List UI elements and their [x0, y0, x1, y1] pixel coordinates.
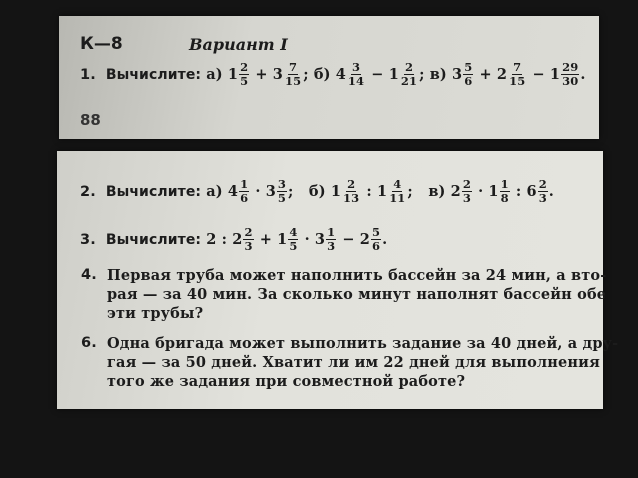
text-line: Первая труба может наполнить бассейн за 24 мин, а вто- [107, 267, 607, 284]
fraction: $\frac{2}{5}$ [240, 60, 249, 88]
task-number: 3. [80, 231, 96, 248]
fraction: $\frac{7}{15}$ [509, 60, 526, 88]
item-label: а) [206, 183, 223, 200]
fraction: $\frac{4}{11}$ [389, 177, 406, 205]
item-label: в) [429, 66, 447, 83]
whole-part: 2 [450, 183, 461, 200]
text-line: Одна бригада может выполнить задание за 40 дней, а дру- [107, 335, 619, 352]
item-label: б) [308, 183, 326, 200]
item-label: а) [206, 66, 223, 83]
task-6 [81, 334, 619, 391]
operator: + [479, 66, 492, 83]
whole-part: 4 [335, 66, 346, 83]
variant-title: Вариант I [189, 35, 288, 54]
text-line: гая — за 50 дней. Хватит ли им 22 дней для выполнения [107, 354, 600, 371]
fraction: $\frac{1}{3}$ [327, 225, 336, 253]
fraction: $\frac{3}{5}$ [277, 177, 287, 205]
item-label: б) [313, 66, 331, 83]
item-label: в) [428, 183, 446, 200]
whole-part: 6 [526, 183, 537, 200]
operator: − [342, 231, 355, 248]
fraction: $\frac{2}{3}$ [244, 225, 253, 253]
fraction: $\frac{29}{30}$ [562, 60, 579, 88]
fraction: $\frac{2}{13}$ [343, 177, 360, 205]
fraction: $\frac{1}{8}$ [500, 177, 509, 205]
operator: − [532, 66, 545, 83]
text-line: эти трубы? [107, 305, 204, 322]
operator: : [515, 183, 522, 200]
whole-part: 1 [277, 231, 288, 248]
fraction: $\frac{2}{21}$ [400, 60, 418, 88]
fraction: $\frac{2}{3}$ [462, 177, 471, 205]
expression-start: 2 : 2 [206, 231, 243, 248]
whole-part: 1 [549, 66, 561, 83]
whole-part: 3 [265, 183, 276, 200]
task-4 [81, 266, 607, 323]
work-code: К—8 [80, 34, 123, 54]
fraction: $\frac{5}{6}$ [371, 225, 381, 253]
fraction: $\frac{5}{6}$ [464, 60, 473, 88]
fraction: $\frac{2}{3}$ [538, 177, 547, 205]
whole-part: 4 [227, 183, 239, 200]
whole-part: 1 [488, 183, 499, 200]
fraction: $\frac{7}{15}$ [285, 60, 302, 88]
whole-part: 3 [314, 231, 326, 248]
whole-part: 2 [496, 66, 508, 83]
whole-part: 1 [377, 183, 388, 200]
task-3: 3. Вычислите: 2 : 2 $\frac{2}{3}$ + 1 $\frac{4}{5}$ · 3 $\frac{1}{3}$ − 2 $\frac{5}{6}$ . [80, 225, 388, 253]
operator: + [259, 231, 272, 248]
whole-part: 1 [227, 66, 239, 83]
task-number: 6. [81, 335, 97, 351]
text-line: рая — за 40 мин. За сколько минут наполнят бассейн обе [107, 286, 607, 303]
fraction: $\frac{4}{5}$ [289, 225, 298, 253]
whole-part: 2 [359, 231, 370, 248]
fraction: $\frac{3}{14}$ [347, 60, 365, 88]
operator: · [478, 183, 484, 200]
whole-part: 3 [272, 66, 283, 83]
task-prompt: Вычислите: [105, 231, 202, 248]
fraction: $\frac{1}{6}$ [240, 177, 249, 205]
task-number: 2. [80, 183, 96, 200]
page-mark: 88 [80, 111, 101, 129]
task-2: 2. Вычислите: а) 4 $\frac{1}{6}$ · 3 $\frac{3}{5}$ ; б) 1 $\frac{2}{13}$ : 1 $\frac{4}{11}$ ; в) 2 $\frac{2}{3}$ · 1 $\frac{1}{8}$ : 6 $\frac{2}{3}$ . [80, 177, 554, 205]
operator: · [304, 231, 310, 248]
task-number: 4. [81, 267, 97, 283]
whole-part: 3 [452, 66, 463, 83]
task-prompt: Вычислите: [105, 183, 202, 200]
whole-part: 1 [388, 66, 399, 83]
operator: − [371, 66, 384, 83]
task-number: 1. [80, 66, 96, 83]
text-line: того же задания при совместной работе? [107, 373, 466, 390]
operator: : [366, 183, 372, 200]
whole-part: 1 [330, 183, 342, 200]
task-prompt: Вычислите: [105, 66, 202, 83]
operator: + [255, 66, 268, 83]
task-1: 1. Вычислите: а) 1 $\frac{2}{5}$ + 3 $\frac{7}{15}$ ; б) 4 $\frac{3}{14}$ − 1 $\frac{2}{21}$ ; в) 3 $\frac{5}{6}$ + 2 $\frac{7}{15}$ − 1 $\frac{29}{30}$ . [80, 60, 586, 88]
operator: · [255, 183, 261, 200]
